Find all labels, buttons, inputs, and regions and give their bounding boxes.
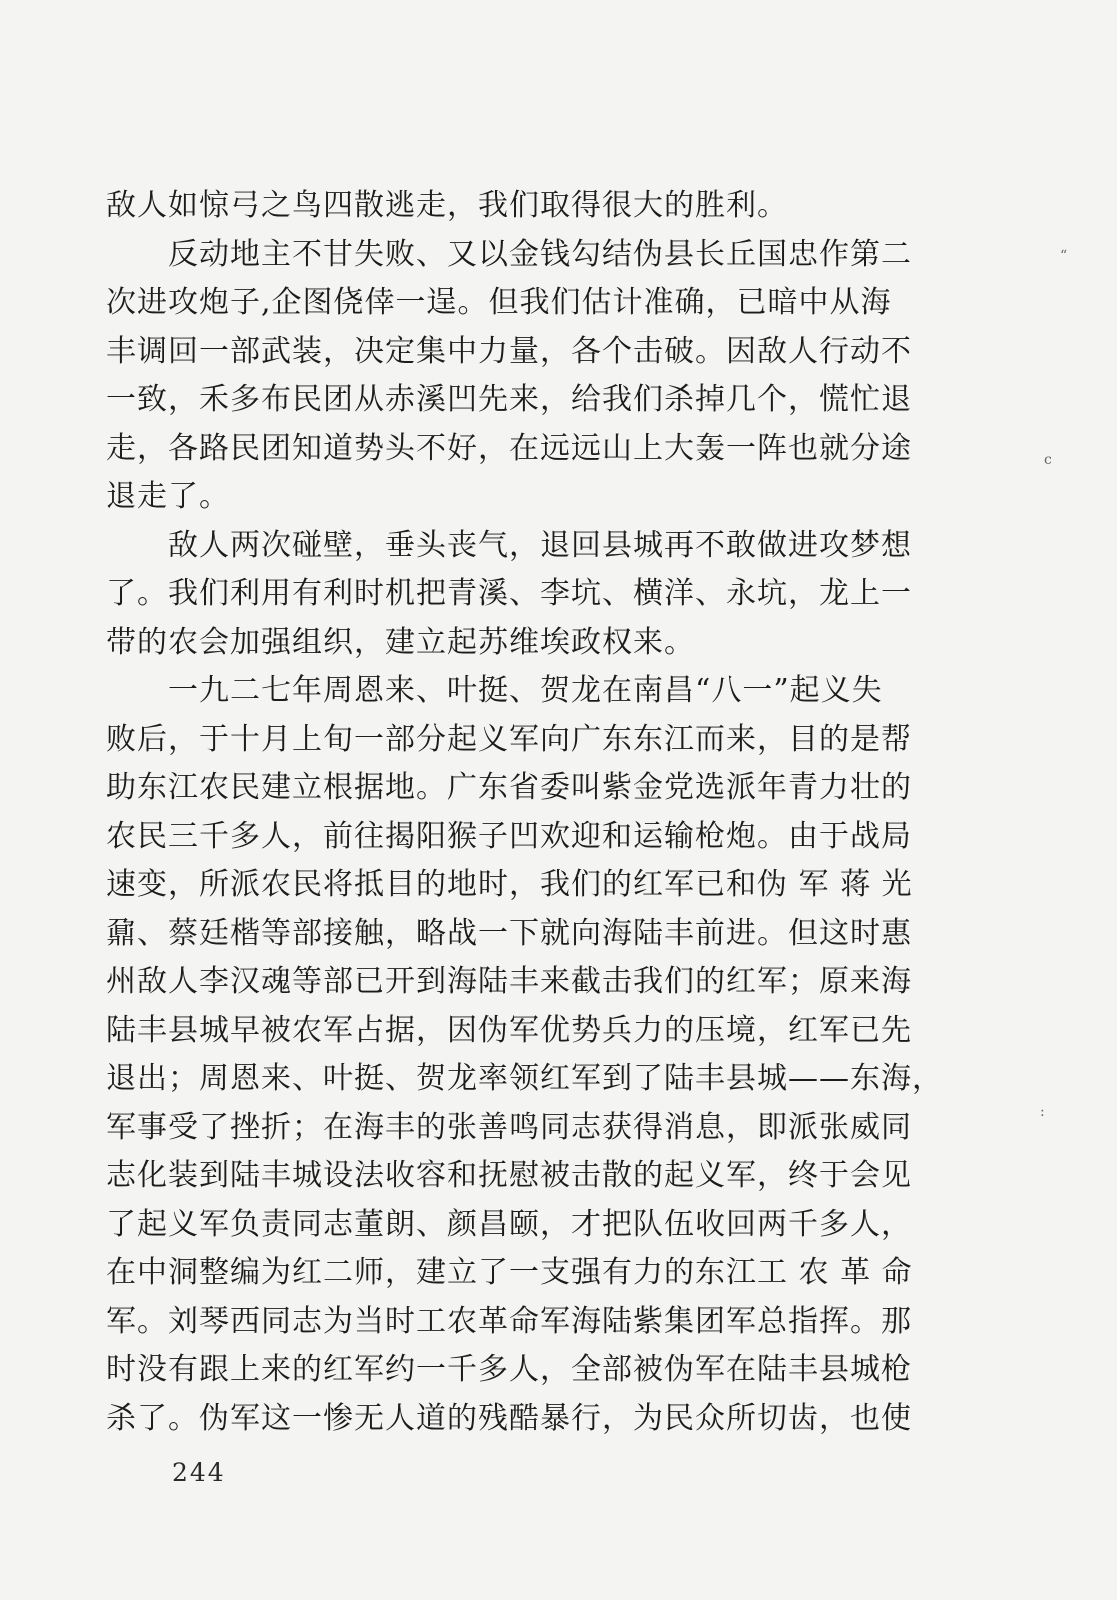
text-line: 一九二七年周恩来、叶挺、贺龙在南昌“八一”起义失 [106, 673, 883, 708]
text-line: 助东江农民建立根据地。广东省委叫紫金党选派年青力壮的 [106, 770, 912, 805]
body-text [106, 182, 966, 1443]
text-line: 敌人如惊弓之鸟四散逃走，我们取得很大的胜利。 [106, 188, 788, 223]
text-line: 反动地主不甘失败、又以金钱勾结伪县长丘国忠作第二 [106, 236, 912, 272]
text-line: 次进攻炮子,企图侥倖一逞。但我们估计准确，已暗中从海 [106, 285, 892, 320]
text-line: 时没有跟上来的红军约一千多人，全部被伪军在陆丰县城枪 [106, 1352, 912, 1387]
text-line: 志化装到陆丰城设法收容和抚慰被击散的起义军，终于会见 [106, 1158, 912, 1193]
text-line: 速变，所派农民将抵目的地时，我们的红军已和伪 军 蒋 光 [106, 867, 913, 902]
text-line: 军事受了挫折；在海丰的张善鸣同志获得消息，即派张威同 [106, 1109, 912, 1145]
text-line: 了起义军负责同志董朗、颜昌颐，才把队伍收回两千多人， [106, 1206, 912, 1242]
margin-speck: : [1040, 1104, 1045, 1120]
text-line: 带的农会加强组织，建立起苏维埃政权来。 [106, 624, 695, 660]
text-line: 一致，禾多布民团从赤溪凹先来，给我们杀掉几个，慌忙退 [106, 382, 912, 417]
text-line: 在中洞整编为红二师，建立了一支强有力的东江工 农 革 命 [106, 1255, 913, 1290]
text-line: 军。刘琴西同志为当时工农革命军海陆紫集团军总指挥。那 [106, 1303, 912, 1339]
margin-speck: c [1044, 452, 1052, 468]
text-line: 退走了。 [106, 479, 230, 514]
text-line: 杀了。伪军这一惨无人道的残酷暴行，为民众所切齿，也使 [106, 1400, 912, 1436]
text-line: 农民三千多人，前往揭阳猴子凹欢迎和运输枪炮。由于战局 [106, 818, 912, 854]
text-line: 退出；周恩来、叶挺、贺龙率领红军到了陆丰县城——东海， [106, 1061, 943, 1096]
text-line: 走，各路民团知道势头不好，在远远山上大轰一阵也就分途 [106, 430, 912, 466]
text-line: 陆丰县城早被农军占据，因伪军优势兵力的压境，红军已先 [106, 1012, 912, 1048]
text-line: 了。我们利用有利时机把青溪、李坑、横洋、永坑，龙上一 [106, 576, 912, 611]
text-line: 败后，于十月上旬一部分起义军向广东东江而来，目的是帮 [106, 721, 912, 757]
text-line: 敌人两次碰壁，垂头丧气，退回县城再不敢做进攻梦想 [106, 527, 912, 563]
text-line: 鼐、蔡廷楷等部接触，略战一下就向海陆丰前进。但这时惠 [106, 915, 912, 951]
text-line: 州敌人李汉魂等部已开到海陆丰来截击我们的红军；原来海 [106, 964, 912, 999]
text-line: 丰调回一部武装，决定集中力量，各个击破。因敌人行动不 [106, 333, 912, 369]
margin-speck: “ [1060, 248, 1068, 264]
page-number: 244 [172, 1458, 226, 1487]
